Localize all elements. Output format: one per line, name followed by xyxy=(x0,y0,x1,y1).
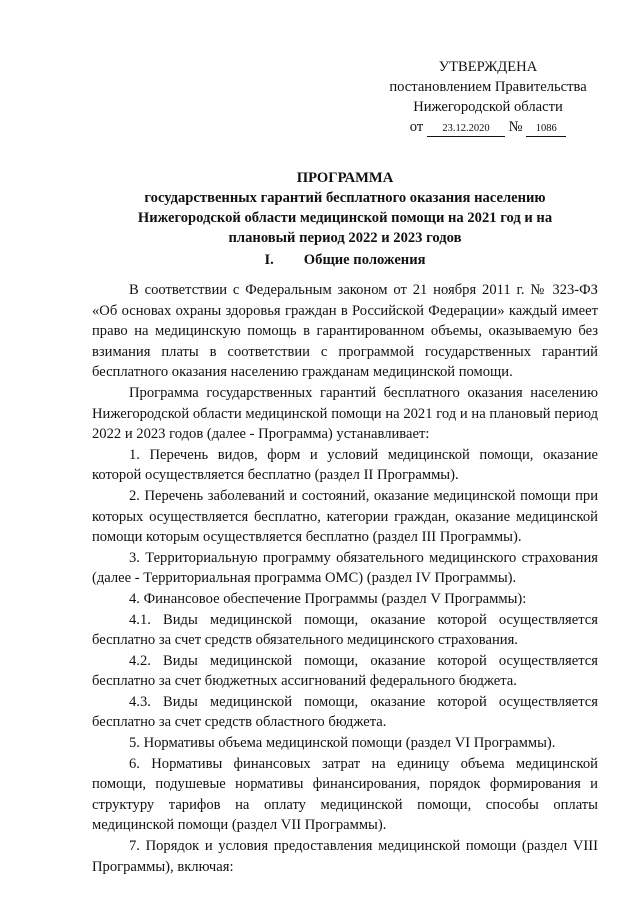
paragraph: 7. Порядок и условия предоставления медицинской помощи (раздел VIII Программы), включая: xyxy=(92,838,598,875)
paragraph: 2. Перечень заболеваний и состояний, оказание медицинской помощи при которых осуществляется бесплатно, категории граждан, оказание медицинской помощи которым осуществляется бесплатно (раздел III Программы). xyxy=(92,487,598,546)
paragraph: 4. Финансовое обеспечение Программы (раздел V Программы): xyxy=(129,590,527,607)
body-text xyxy=(92,280,598,877)
paragraph: 4.3. Виды медицинской помощи, оказание которой осуществляется бесплатно за счет средств областного бюджета. xyxy=(92,693,598,731)
title-line-2: государственных гарантий бесплатного оказания населению xyxy=(144,190,546,206)
paragraph: В соответствии с Федеральным законом от 21 ноября 2011 г. № 323-ФЗ «Об основах охраны здоровья граждан в Российской Федерации» каждый имеет право на медицинскую помощь в гарантированном объемы, оказываемую без взимания платы в соответствии с программой государственных гарантий бесплатного оказания населению гражданам медицинской помощи. xyxy=(92,282,598,381)
paragraph: 4.2. Виды медицинской помощи, оказание которой осуществляется бесплатно за счет бюджетных ассигнований федерального бюджета. xyxy=(92,652,598,690)
paragraph: Программа государственных гарантий бесплатного оказания населению Нижегородской области медицинской помощи на 2021 год и на плановый период 2022 и 2023 годов (далее - Программа) устанавливает: xyxy=(92,384,598,443)
title-line-4: плановый период 2022 и 2023 годов xyxy=(228,230,462,246)
paragraph: 1. Перечень видов, форм и условий медицинской помощи, оказание которой осуществляется бесплатно (раздел II Программы). xyxy=(92,446,598,484)
title-line-1: ПРОГРАММА xyxy=(296,170,394,186)
approval-number: 1086 xyxy=(526,122,566,137)
section-title: Общие положения xyxy=(303,252,426,268)
approval-line-region: Нижегородской области xyxy=(413,99,563,115)
paragraph: 5. Нормативы объема медицинской помощи (раздел VI Программы). xyxy=(129,735,556,752)
section-heading xyxy=(92,250,598,271)
paragraph: 6. Нормативы финансовых затрат на единицу объема медицинской помощи, подушевые нормативы финансирования, порядок формирования и структуру тарифов на оплату медицинской помощи, способы оплаты медицинской помощи (раздел VII Программы). xyxy=(92,755,598,834)
approval-heading: УТВЕРЖДЕНА xyxy=(438,59,538,75)
approval-stamp xyxy=(372,57,604,137)
number-sign: № xyxy=(508,119,523,135)
section-number: I. xyxy=(264,252,274,268)
title-line-3: Нижегородской области медицинской помощи на 2021 год и на xyxy=(137,210,553,226)
approval-line-resolution: постановлением Правительства xyxy=(389,79,587,95)
approval-date: 23.12.2020 xyxy=(427,122,505,137)
paragraph: 3. Территориальную программу обязательного медицинского страхования (далее - Территориальная программа ОМС) (раздел IV Программы). xyxy=(92,549,598,587)
paragraph: 4.1. Виды медицинской помощи, оказание которой осуществляется бесплатно за счет средств обязательного медицинского страхования. xyxy=(92,611,598,649)
approval-date-line xyxy=(372,117,604,137)
document-title xyxy=(92,168,598,248)
date-prefix: от xyxy=(409,119,424,135)
